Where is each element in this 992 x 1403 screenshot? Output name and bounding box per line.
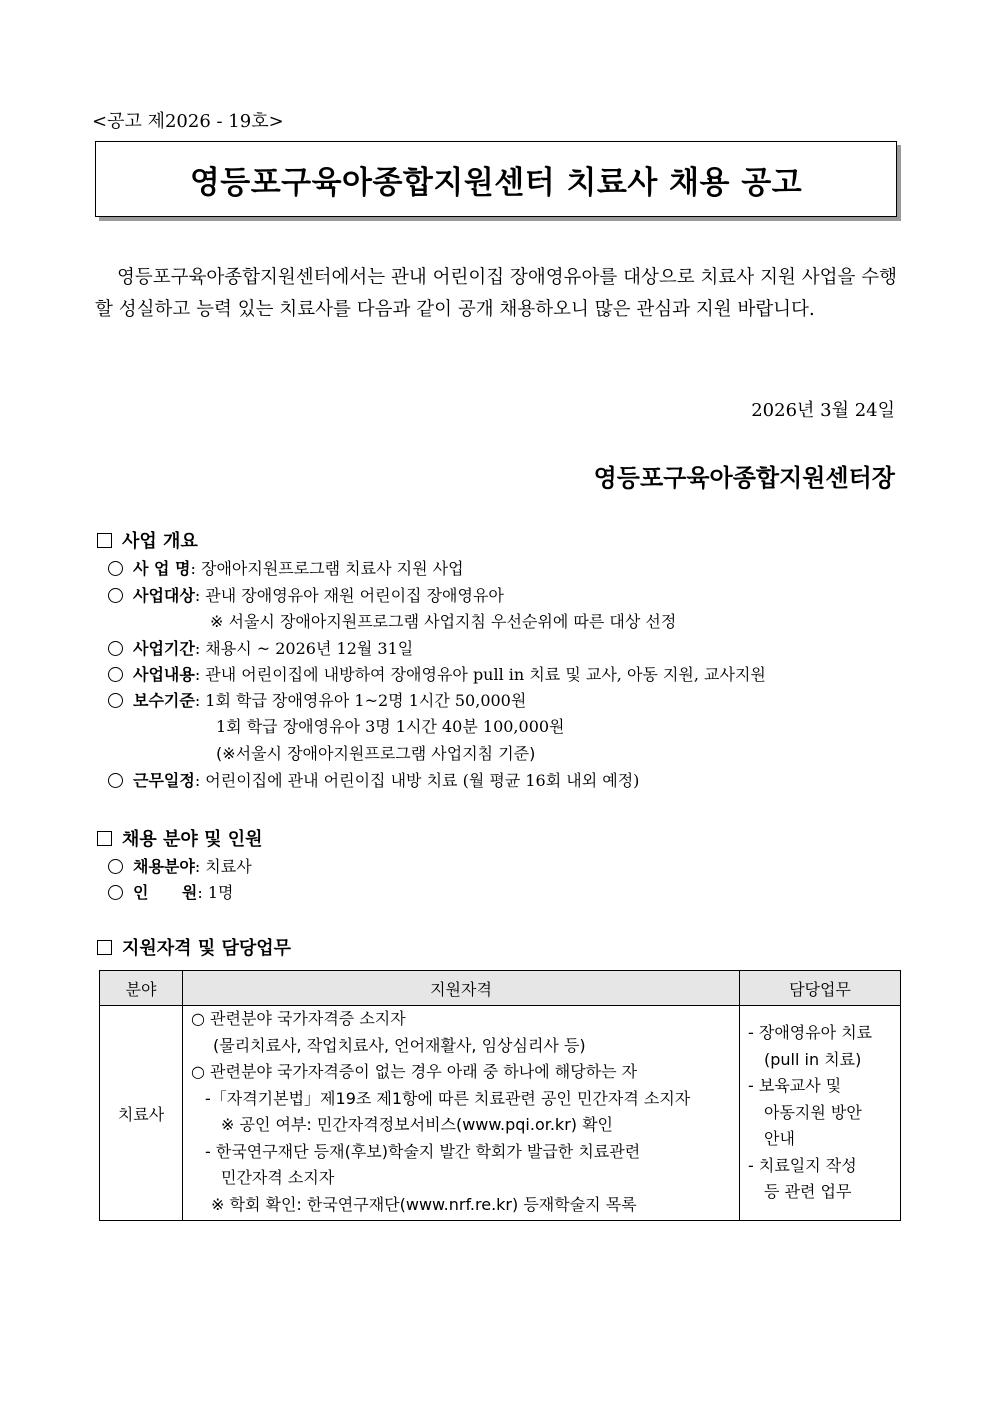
overview-item-schedule: 근무일정: 어린이집에 관내 어린이집 내방 치료 (월 평균 16회 내외 예정)	[108, 768, 639, 791]
duty-line: 등 관련 업무	[764, 1182, 852, 1202]
overview-item-pay: 보수기준: 1회 학급 장애영유아 1~2명 1시간 50,000원	[108, 688, 526, 711]
section-heading-recruitment: 채용 분야 및 인원	[97, 825, 263, 851]
section-heading-overview: 사업 개요	[97, 527, 198, 553]
circle-bullet-icon	[108, 773, 123, 788]
qualification-line: ○ 관련분야 국가자격증이 없는 경우 아래 중 하나에 해당하는 자	[191, 1062, 638, 1081]
qualification-line: -「자격기본법」제19조 제1항에 따른 치료관련 공인 민간자격 소지자	[205, 1088, 691, 1108]
circle-bullet-icon	[108, 859, 123, 874]
table-header-row	[100, 971, 901, 1006]
title-box	[95, 141, 897, 217]
overview-item-content: 사업내용: 관내 어린이집에 내방하여 장애영유아 pull in 치료 및 교사, 아동 지원, 교사지원	[108, 662, 766, 685]
duty-line: 안내	[764, 1129, 795, 1149]
table-row	[100, 1006, 901, 1221]
announcement-date: 2026년 3월 24일	[751, 400, 895, 421]
qualification-line: - 한국연구재단 등재(후보)학술지 발간 학회가 발급한 치료관련	[205, 1141, 641, 1161]
duty-line: - 장애영유아 치료	[748, 1023, 873, 1043]
column-header-qualifications: 지원자격	[183, 971, 740, 1006]
overview-item-period: 사업기간: 채용시 ~ 2026년 12월 31일	[108, 636, 413, 659]
duty-line: (pull in 치료)	[764, 1049, 862, 1069]
qualification-table	[99, 970, 901, 1221]
column-header-duties: 담당업무	[740, 971, 901, 1006]
duty-line: 아동지원 방안	[764, 1102, 862, 1122]
overview-pay-line2: 1회 학급 장애영유아 3명 1시간 40분 100,000원	[216, 717, 565, 736]
section-heading-qualifications: 지원자격 및 담당업무	[97, 934, 291, 960]
circle-bullet-icon	[108, 641, 123, 656]
duty-line: - 보육교사 및	[748, 1076, 842, 1096]
circle-bullet-icon	[108, 885, 123, 900]
duty-line: - 치료일지 작성	[748, 1155, 857, 1175]
square-bullet-icon	[97, 831, 112, 846]
square-bullet-icon	[97, 940, 112, 955]
circle-bullet-icon	[108, 561, 123, 576]
recruitment-item-count: 인 원: 1명	[108, 880, 233, 903]
qualification-line: 민간자격 소지자	[221, 1168, 335, 1187]
page-title: 영등포구육아종합지원센터 치료사 채용 공고	[189, 164, 803, 201]
overview-item-target: 사업대상: 관내 장애영유아 재원 어린이집 장애영유아	[108, 583, 504, 606]
qualification-line: ※ 학회 확인: 한국연구재단(www.nrf.re.kr) 등재학술지 목록	[211, 1194, 637, 1214]
overview-item-name: 사 업 명: 장애아지원프로그램 치료사 지원 사업	[108, 556, 464, 579]
qualification-line: ※ 공인 여부: 민간자격정보서비스(www.pqi.or.kr) 확인	[221, 1115, 614, 1134]
column-header-field: 분야	[100, 971, 183, 1006]
recruitment-item-field: 채용분야: 치료사	[108, 854, 252, 877]
notice-number: <공고 제2026 - 19호>	[92, 111, 284, 132]
circle-bullet-icon	[108, 693, 123, 708]
signer: 영등포구육아종합지원센터장	[593, 464, 895, 492]
overview-pay-note: (※서울시 장애아지원프로그램 사업지침 기준)	[216, 744, 536, 763]
cell-field: 치료사	[100, 1006, 183, 1221]
qualification-line: (물리치료사, 작업치료사, 언어재활사, 임상심리사 등)	[213, 1035, 586, 1055]
cell-duties	[740, 1006, 901, 1221]
qualification-line: ○ 관련분야 국가자격증 소지자	[191, 1009, 406, 1028]
overview-note-priority: ※ 서울시 장애아지원프로그램 사업지침 우선순위에 따른 대상 선정	[210, 612, 677, 631]
circle-bullet-icon	[108, 667, 123, 682]
circle-bullet-icon	[108, 588, 123, 603]
cell-qualifications	[183, 1006, 740, 1221]
intro-paragraph: 영등포구육아종합지원센터에서는 관내 어린이집 장애영유아를 대상으로 치료사 지원 사업을 수행할 성실하고 능력 있는 치료사를 다음과 같이 공개 채용하오니 많은 관심과 지원 바랍니다.	[95, 267, 897, 320]
square-bullet-icon	[97, 533, 112, 548]
